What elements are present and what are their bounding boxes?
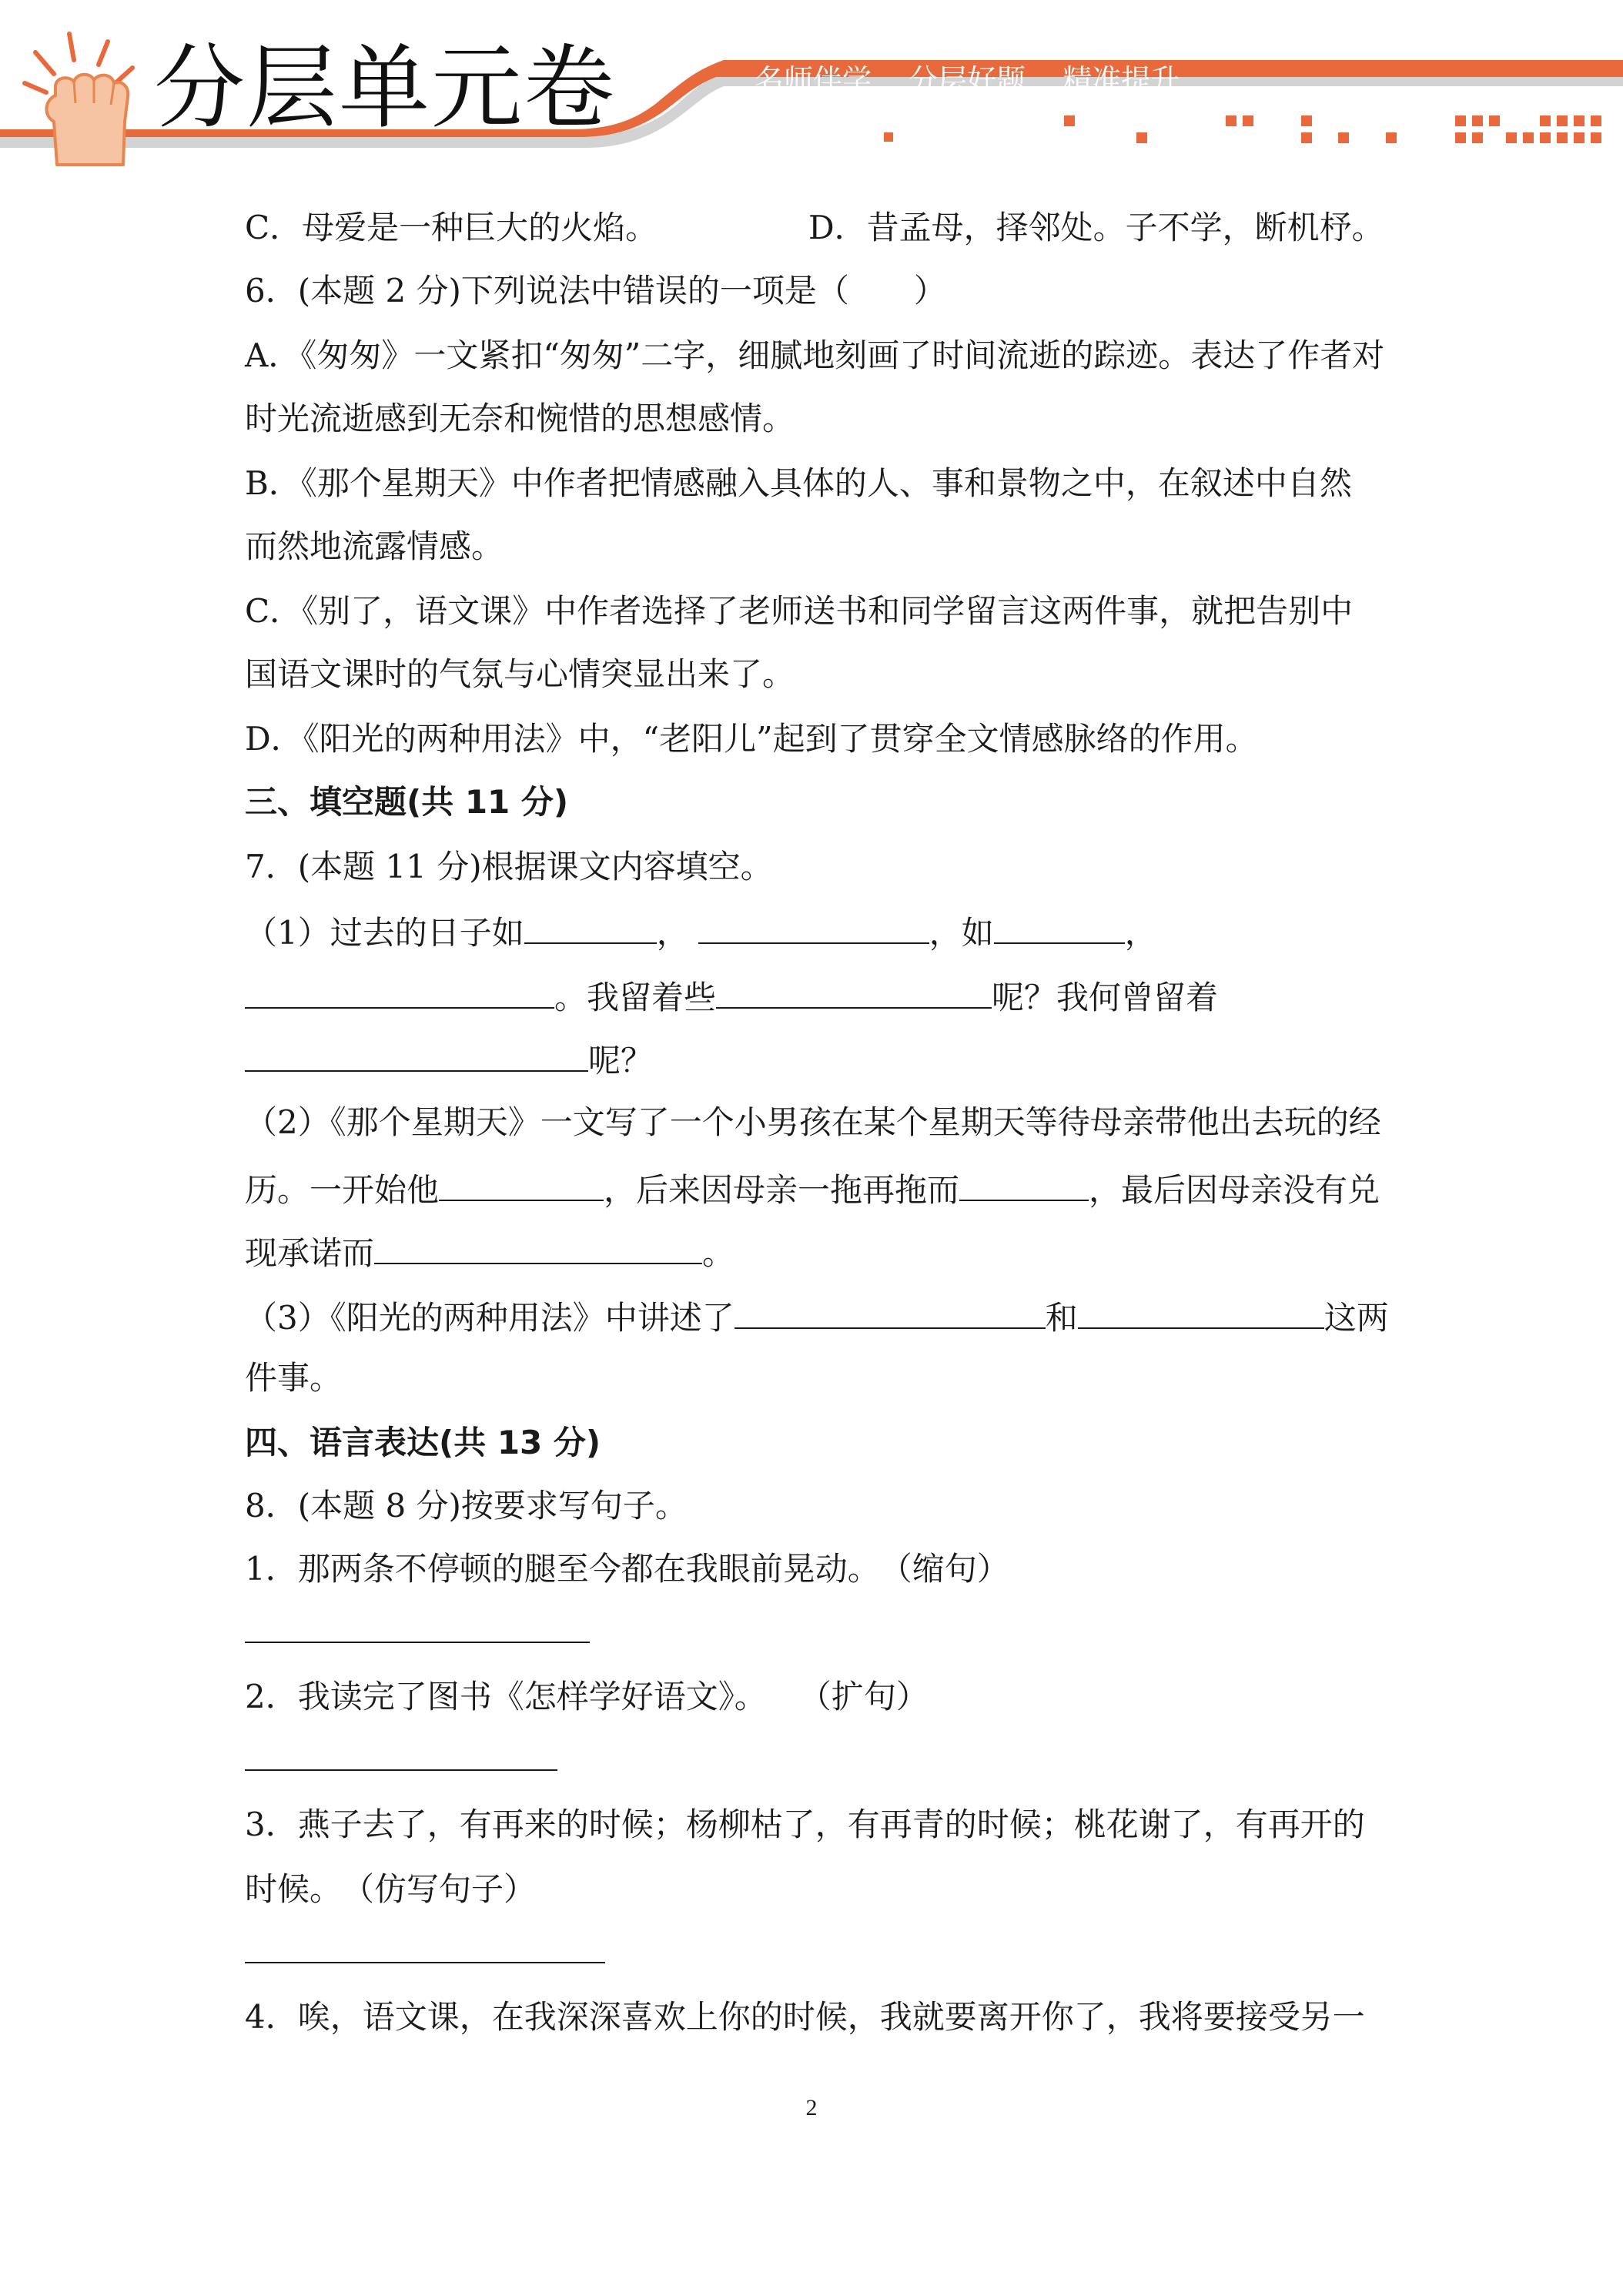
- option-b-cont: 而然地流露情感。: [245, 527, 504, 565]
- section-heading: 四、语言表达(共 13 分): [245, 1424, 601, 1461]
- answer-blank[interactable]: [245, 1035, 588, 1072]
- text-segment: ，如: [929, 914, 994, 952]
- page-number: 2: [805, 2095, 818, 2120]
- answer-blank[interactable]: [698, 907, 929, 944]
- text-segment: ，后来因母亲一拖再拖而: [604, 1171, 960, 1209]
- question-stem: 6．(本题 2 分)下列说法中错误的一项是（ ）: [245, 272, 946, 310]
- text-segment: ，: [656, 914, 689, 952]
- fill-line-1: [245, 907, 1384, 956]
- text-segment: （1）过去的日子如: [245, 914, 524, 952]
- text-segment: 历。一开始他: [245, 1171, 440, 1209]
- brand-title: 分层单元卷: [154, 35, 617, 141]
- text-segment: 这两: [1323, 1299, 1389, 1337]
- page-header: [0, 0, 1623, 177]
- question-stem: 7．(本题 11 分)根据课文内容填空。: [245, 848, 773, 885]
- answer-blank[interactable]: [994, 907, 1125, 944]
- sentence-task-4: 4．唉，语文课，在我深深喜欢上你的时候，我就要离开你了，我将要接受另一: [245, 1998, 1365, 2036]
- fill-line-4: （2）《那个星期天》一文写了一个小男孩在某个星期天等待母亲带他出去玩的经: [245, 1103, 1381, 1141]
- fill-line-3: [245, 1035, 1384, 1084]
- slogan-item: 名师伴学: [755, 63, 872, 97]
- answer-blank[interactable]: [439, 1164, 604, 1201]
- answer-blank[interactable]: [1078, 1292, 1324, 1329]
- text-segment: 呢？我何曾留着: [992, 979, 1219, 1016]
- answer-blank[interactable]: [716, 972, 992, 1009]
- text-segment: 。: [702, 1234, 735, 1272]
- text-segment: ，: [1124, 914, 1157, 952]
- fill-line-8: 件事。: [245, 1359, 343, 1397]
- answer-blank[interactable]: [374, 1227, 702, 1264]
- option-c: C．母爱是一种巨大的火焰。: [245, 209, 658, 246]
- answer-line[interactable]: [245, 1962, 605, 1963]
- section-heading: 三、填空题(共 11 分): [245, 783, 569, 821]
- sentence-task-2: 2．我读完了图书《怎样学好语文》。 （扩句）: [245, 1678, 929, 1715]
- fill-line-7: [245, 1292, 1389, 1341]
- decorative-dots: [884, 115, 1601, 143]
- option-c: C．《别了，语文课》中作者选择了老师送书和同学留言这两件事，就把告别中: [245, 592, 1354, 630]
- fill-line-6: [245, 1227, 1384, 1277]
- answer-blank[interactable]: [959, 1164, 1089, 1201]
- header-slogan: [755, 59, 1207, 102]
- question-stem: 8．(本题 8 分)按要求写句子。: [245, 1487, 688, 1525]
- raised-fist-icon: [9, 29, 156, 168]
- answer-blank[interactable]: [245, 972, 554, 1009]
- sentence-task-3-cont: 时候。 （仿写句子）: [245, 1870, 537, 1908]
- text-segment: （3）《阳光的两种用法》中讲述了: [245, 1299, 735, 1337]
- text-segment: 。我留着些: [554, 979, 717, 1016]
- fill-line-2: [245, 972, 1384, 1021]
- option-a: A．《匆匆》一文紧扣“匆匆”二字，细腻地刻画了时间流逝的踪迹。表达了作者对: [245, 336, 1385, 374]
- option-a-cont: 时光流逝感到无奈和惋惜的思想感情。: [245, 400, 795, 437]
- answer-blank[interactable]: [524, 907, 657, 944]
- text-segment: 呢？: [588, 1042, 654, 1079]
- text-segment: 现承诺而: [245, 1234, 375, 1272]
- text-segment: 和: [1045, 1299, 1078, 1337]
- fill-line-5: [245, 1164, 1384, 1213]
- slogan-item: 分层好题: [909, 63, 1026, 97]
- slogan-item: 精准提升: [1062, 63, 1180, 97]
- answer-line[interactable]: [245, 1642, 590, 1643]
- answer-blank[interactable]: [735, 1292, 1046, 1329]
- option-c-cont: 国语文课时的气氛与心情突显出来了。: [245, 655, 795, 693]
- answer-line[interactable]: [245, 1769, 557, 1771]
- sentence-task-1: 1．那两条不停顿的腿至今都在我眼前晃动。 （缩句）: [245, 1550, 1009, 1588]
- sentence-task-3: 3．燕子去了，有再来的时候；杨柳枯了，有再青的时候；桃花谢了，有再开的: [245, 1806, 1365, 1843]
- option-d: D．昔孟母，择邻处。子不学，断机杼。: [808, 209, 1384, 246]
- option-b: B．《那个星期天》中作者把情感融入具体的人、事和景物之中，在叙述中自然: [245, 464, 1352, 502]
- text-segment: ，最后因母亲没有兑: [1089, 1171, 1380, 1209]
- option-d: D．《阳光的两种用法》中，“老阳儿”起到了贯穿全文情感脉络的作用。: [245, 720, 1258, 758]
